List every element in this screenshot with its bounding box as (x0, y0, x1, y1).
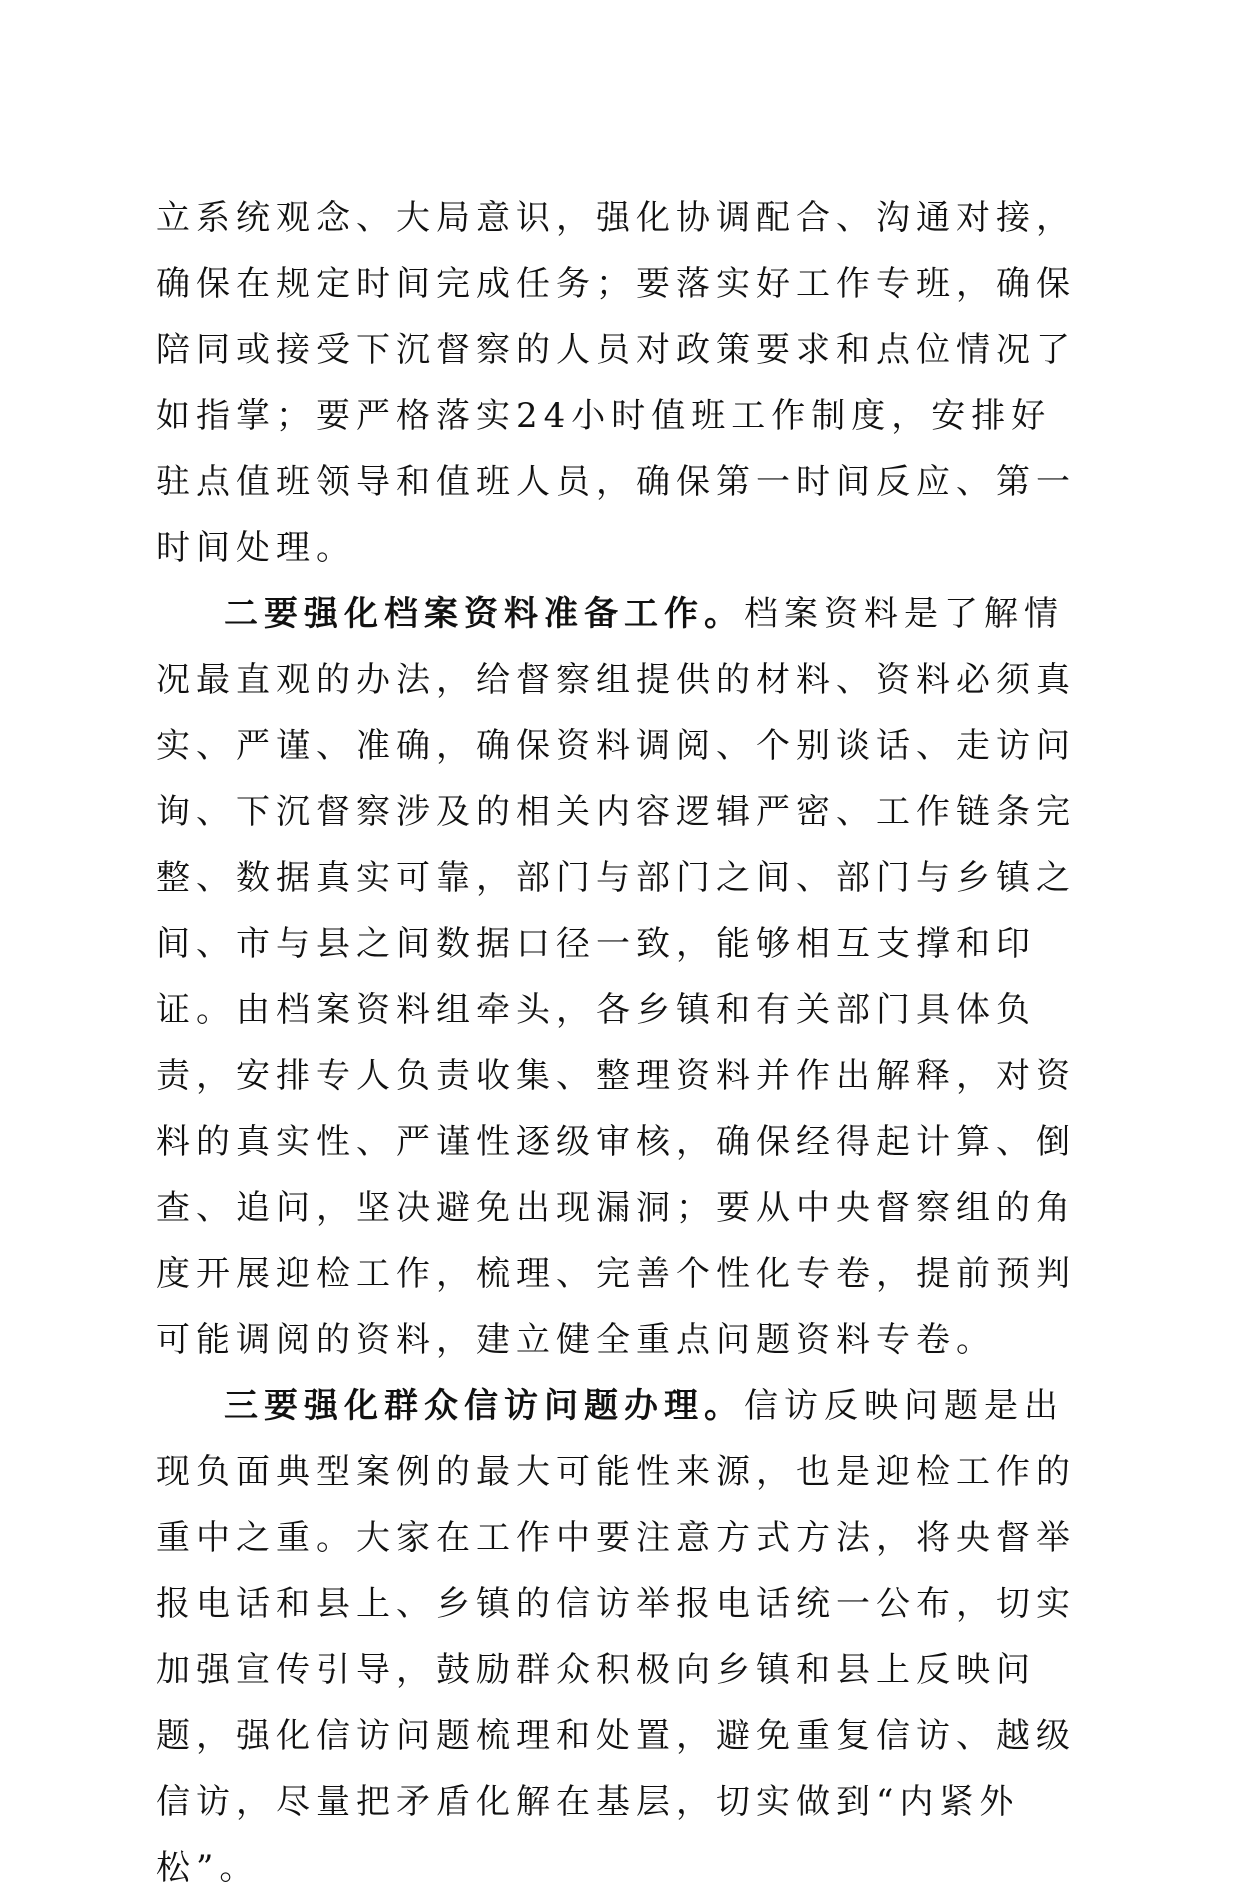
paragraph-text: 档案资料是了解情况最直观的办法，给督察组提供的材料、资料必须真实、严谨、准确，确保资料调阅、个别谈话、走访问询、下沉督察涉及的相关内容逻辑严密、工作链条完整、数据真实可靠，部门与部门之间、部门与乡镇之间、市与县之间数据口径一致，能够相互支撑和印证。由档案资料组牵头，各乡镇和有关部门具体负责，安排专人负责收集、整理资料并作出解释，对资料的真实性、严谨性逐级审核，确保经得起计算、倒查、追问，坚决避免出现漏洞；要从中央督察组的角度开展迎检工作，梳理、完善个性化专卷，提前预判可能调阅的资料，建立健全重点问题资料专卷。 (156, 594, 1076, 1360)
document-body (156, 185, 1076, 1901)
paragraph-heading: 三要强化群众信访问题办理。 (224, 1386, 744, 1426)
paragraph-archives (156, 581, 1076, 1373)
paragraph-text: 信访反映问题是出现负面典型案例的最大可能性来源，也是迎检工作的重中之重。大家在工作中要注意方式方法，将央督举报电话和县上、乡镇的信访举报电话统一公布，切实加强宣传引导，鼓励群众积极向乡镇和县上反映问题，强化信访问题梳理和处置，避免重复信访、越级信访，尽量把矛盾化解在基层，切实做到“内紧外松”。 (156, 1386, 1076, 1888)
paragraph-heading: 二要强化档案资料准备工作。 (224, 594, 744, 634)
paragraph-text: 立系统观念、大局意识，强化协调配合、沟通对接，确保在规定时间完成任务；要落实好工作专班，确保陪同或接受下沉督察的人员对政策要求和点位情况了如指掌；要严格落实24小时值班工作制度，安排好驻点值班领导和值班人员，确保第一时间反应、第一时间处理。 (156, 198, 1076, 568)
paragraph-continuation (156, 185, 1076, 581)
paragraph-petitions (156, 1373, 1076, 1901)
